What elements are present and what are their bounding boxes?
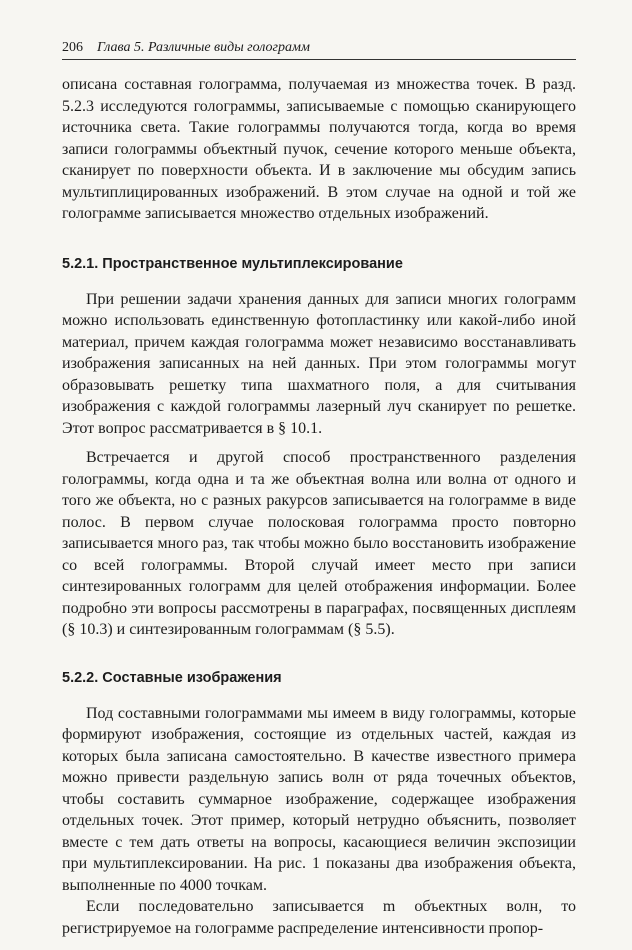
intro-paragraph: описана составная голограмма, получаемая из множества точек. В разд. 5.2.3 исследуются голограммы, записываемые с помощью сканирующего источника света. Такие голограммы получаются тогда, когда во время записи голограммы объектный пучок, сечение которого меньше объекта, сканирует по поверхности объекта. И в заключение мы обсудим запись мультиплицированных изображений. В этом случае на одной и той же голограмме записывается множество отдельных изображений. — [62, 76, 576, 222]
paragraph: При решении задачи хранения данных для записи многих голограмм можно использовать единственную фотопластинку или какой-либо иной материал, причем каждая голограмма может независимо восстанавливать изображения записанных на ней данных. При этом голограммы могут образовывать решетку типа шахматного поля, а для считывания изображения с каждой голограммы лазерный луч сканирует по решетке. Этот вопрос рассматривается в § 10.1. — [62, 290, 576, 437]
paragraph: Если последовательно записывается m объектных волн, то регистрируемое на голограмме распределение интенсивности пропор- — [62, 898, 576, 937]
running-title: Глава 5. Различные виды голограмм — [97, 40, 310, 55]
section-heading-spatial-multiplexing: 5.2.1. Пространственное мультиплексирование — [62, 255, 403, 272]
section-heading-composite-images: 5.2.2. Составные изображения — [62, 669, 282, 686]
page-number: 206 — [62, 40, 83, 55]
paragraph: Встречается и другой способ пространственного разделения голограммы, когда одна и та же объектная волна или волна от одного и того же объекта, но с разных ракурсов записывается на голограмме в виде полос. В первом случае полосковая голограмма просто повторно записывается много раз, так чтобы можно было восстановить изображение со всей голограммы. Второй случай имеет место при записи синтезированных голограмм для целей отображения информации. Более подробно эти вопросы рассмотрены в параграфах, посвященных дисплеям (§ 10.3) и синтезированным голограммам (§ 5.5). — [62, 449, 576, 638]
page-body — [62, 74, 576, 939]
running-header — [62, 40, 576, 60]
paragraph: Под составными голограммами мы имеем в виду голограммы, которые формируют изображения, состоящие из отдельных частей, каждая из которых была записана самостоятельно. В качестве известного примера можно привести раздельную запись волн от ряда точечных объектов, чтобы составить суммарное изображение, содержащее изображения отдельных точек. Этот пример, который нетрудно объяснить, позволяет вместе с тем дать ответы на вопросы, касающиеся величин экспозиции при мультиплексировании. На рис. 1 показаны два изображения объекта, выполненные по 4000 точкам. — [62, 704, 576, 894]
